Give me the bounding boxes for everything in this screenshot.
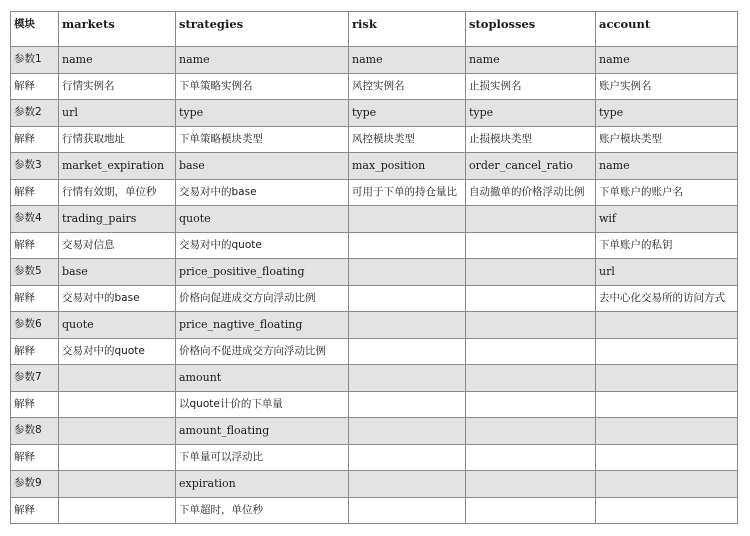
cell-stoplosses: order_cancel_ratio xyxy=(466,153,596,180)
cell-markets: market_expiration xyxy=(59,153,176,180)
cell-risk xyxy=(349,444,466,471)
table-row xyxy=(11,418,738,445)
cell-stoplosses xyxy=(466,206,596,233)
cell-risk xyxy=(349,497,466,524)
cell-stoplosses xyxy=(466,232,596,259)
cell-markets: 行情实例名 xyxy=(59,73,176,100)
cell-account xyxy=(596,444,738,471)
cell-markets: 交易对中的base xyxy=(59,285,176,312)
cell-strategies: 下单超时，单位秒 xyxy=(176,497,349,524)
cell-risk xyxy=(349,471,466,498)
table-row xyxy=(11,497,738,524)
cell-markets: base xyxy=(59,259,176,286)
cell-label: 参数1 xyxy=(11,47,59,74)
table-row xyxy=(11,365,738,392)
table-row xyxy=(11,312,738,339)
cell-risk xyxy=(349,338,466,365)
cell-account: name xyxy=(596,153,738,180)
cell-strategies: 价格向促进成交方向浮动比例 xyxy=(176,285,349,312)
cell-risk xyxy=(349,206,466,233)
header-stoplosses: stoplosses xyxy=(466,12,596,47)
cell-label: 解释 xyxy=(11,444,59,471)
cell-risk: 风控实例名 xyxy=(349,73,466,100)
cell-markets: url xyxy=(59,100,176,127)
cell-label: 解释 xyxy=(11,338,59,365)
module-parameter-table xyxy=(10,11,738,524)
cell-markets: 交易对信息 xyxy=(59,232,176,259)
cell-risk: max_position xyxy=(349,153,466,180)
table-row xyxy=(11,471,738,498)
cell-markets: 行情有效期，单位秒 xyxy=(59,179,176,206)
table-row xyxy=(11,126,738,153)
cell-strategies: 交易对中的quote xyxy=(176,232,349,259)
cell-label: 参数9 xyxy=(11,471,59,498)
cell-stoplosses: type xyxy=(466,100,596,127)
table-row xyxy=(11,100,738,127)
cell-markets xyxy=(59,391,176,418)
cell-account xyxy=(596,497,738,524)
cell-account: url xyxy=(596,259,738,286)
cell-stoplosses: 止损模块类型 xyxy=(466,126,596,153)
table-row xyxy=(11,47,738,74)
header-account: account xyxy=(596,12,738,47)
header-strategies: strategies xyxy=(176,12,349,47)
header-risk: risk xyxy=(349,12,466,47)
cell-account xyxy=(596,418,738,445)
cell-stoplosses xyxy=(466,497,596,524)
cell-markets: trading_pairs xyxy=(59,206,176,233)
cell-stoplosses: 止损实例名 xyxy=(466,73,596,100)
table-row xyxy=(11,259,738,286)
cell-strategies: price_positive_floating xyxy=(176,259,349,286)
table-row xyxy=(11,153,738,180)
cell-markets: 行情获取地址 xyxy=(59,126,176,153)
cell-stoplosses xyxy=(466,312,596,339)
cell-account: 下单账户的私钥 xyxy=(596,232,738,259)
cell-account xyxy=(596,391,738,418)
table-row xyxy=(11,444,738,471)
cell-strategies: amount_floating xyxy=(176,418,349,445)
cell-markets xyxy=(59,444,176,471)
cell-risk xyxy=(349,232,466,259)
cell-risk: 可用于下单的持仓量比 xyxy=(349,179,466,206)
cell-label: 参数4 xyxy=(11,206,59,233)
cell-label: 参数3 xyxy=(11,153,59,180)
cell-account xyxy=(596,338,738,365)
cell-account xyxy=(596,365,738,392)
table-row xyxy=(11,232,738,259)
cell-risk xyxy=(349,259,466,286)
parameter-table-frame xyxy=(10,11,737,524)
cell-markets: 交易对中的quote xyxy=(59,338,176,365)
cell-strategies: amount xyxy=(176,365,349,392)
cell-label: 解释 xyxy=(11,497,59,524)
cell-label: 参数7 xyxy=(11,365,59,392)
table-header-row xyxy=(11,12,738,47)
cell-label: 参数6 xyxy=(11,312,59,339)
cell-label: 解释 xyxy=(11,285,59,312)
cell-markets: quote xyxy=(59,312,176,339)
cell-strategies: 交易对中的base xyxy=(176,179,349,206)
cell-account: 去中心化交易所的访问方式 xyxy=(596,285,738,312)
cell-account: 账户模块类型 xyxy=(596,126,738,153)
cell-markets xyxy=(59,365,176,392)
cell-strategies: base xyxy=(176,153,349,180)
cell-account xyxy=(596,471,738,498)
cell-account: name xyxy=(596,47,738,74)
table-row xyxy=(11,73,738,100)
cell-strategies: price_nagtive_floating xyxy=(176,312,349,339)
cell-risk xyxy=(349,312,466,339)
cell-label: 解释 xyxy=(11,73,59,100)
cell-stoplosses xyxy=(466,418,596,445)
cell-account: wif xyxy=(596,206,738,233)
cell-risk xyxy=(349,391,466,418)
cell-account: 账户实例名 xyxy=(596,73,738,100)
cell-stoplosses xyxy=(466,391,596,418)
table-row xyxy=(11,206,738,233)
cell-label: 参数8 xyxy=(11,418,59,445)
table-row xyxy=(11,285,738,312)
cell-stoplosses xyxy=(466,365,596,392)
cell-markets xyxy=(59,471,176,498)
table-row xyxy=(11,338,738,365)
cell-strategies: name xyxy=(176,47,349,74)
cell-markets xyxy=(59,497,176,524)
cell-risk xyxy=(349,365,466,392)
cell-stoplosses xyxy=(466,259,596,286)
table-body xyxy=(11,47,738,524)
cell-risk xyxy=(349,418,466,445)
cell-account: 下单账户的账户名 xyxy=(596,179,738,206)
cell-risk xyxy=(349,285,466,312)
table-row xyxy=(11,391,738,418)
cell-stoplosses xyxy=(466,338,596,365)
cell-stoplosses xyxy=(466,444,596,471)
cell-risk: type xyxy=(349,100,466,127)
cell-account: type xyxy=(596,100,738,127)
cell-strategies: 下单策略模块类型 xyxy=(176,126,349,153)
cell-strategies: 下单策略实例名 xyxy=(176,73,349,100)
cell-label: 参数2 xyxy=(11,100,59,127)
header-module: 模块 xyxy=(11,12,59,47)
cell-risk: name xyxy=(349,47,466,74)
header-markets: markets xyxy=(59,12,176,47)
cell-strategies: 以quote计价的下单量 xyxy=(176,391,349,418)
cell-stoplosses: 自动撤单的价格浮动比例 xyxy=(466,179,596,206)
cell-label: 解释 xyxy=(11,391,59,418)
cell-stoplosses xyxy=(466,285,596,312)
table-row xyxy=(11,179,738,206)
cell-label: 解释 xyxy=(11,126,59,153)
cell-strategies: 价格向不促进成交方向浮动比例 xyxy=(176,338,349,365)
cell-strategies: quote xyxy=(176,206,349,233)
cell-risk: 风控模块类型 xyxy=(349,126,466,153)
cell-strategies: 下单量可以浮动比 xyxy=(176,444,349,471)
cell-strategies: expiration xyxy=(176,471,349,498)
cell-label: 解释 xyxy=(11,179,59,206)
cell-stoplosses xyxy=(466,471,596,498)
cell-strategies: type xyxy=(176,100,349,127)
cell-markets xyxy=(59,418,176,445)
cell-label: 参数5 xyxy=(11,259,59,286)
cell-label: 解释 xyxy=(11,232,59,259)
cell-account xyxy=(596,312,738,339)
cell-markets: name xyxy=(59,47,176,74)
cell-stoplosses: name xyxy=(466,47,596,74)
